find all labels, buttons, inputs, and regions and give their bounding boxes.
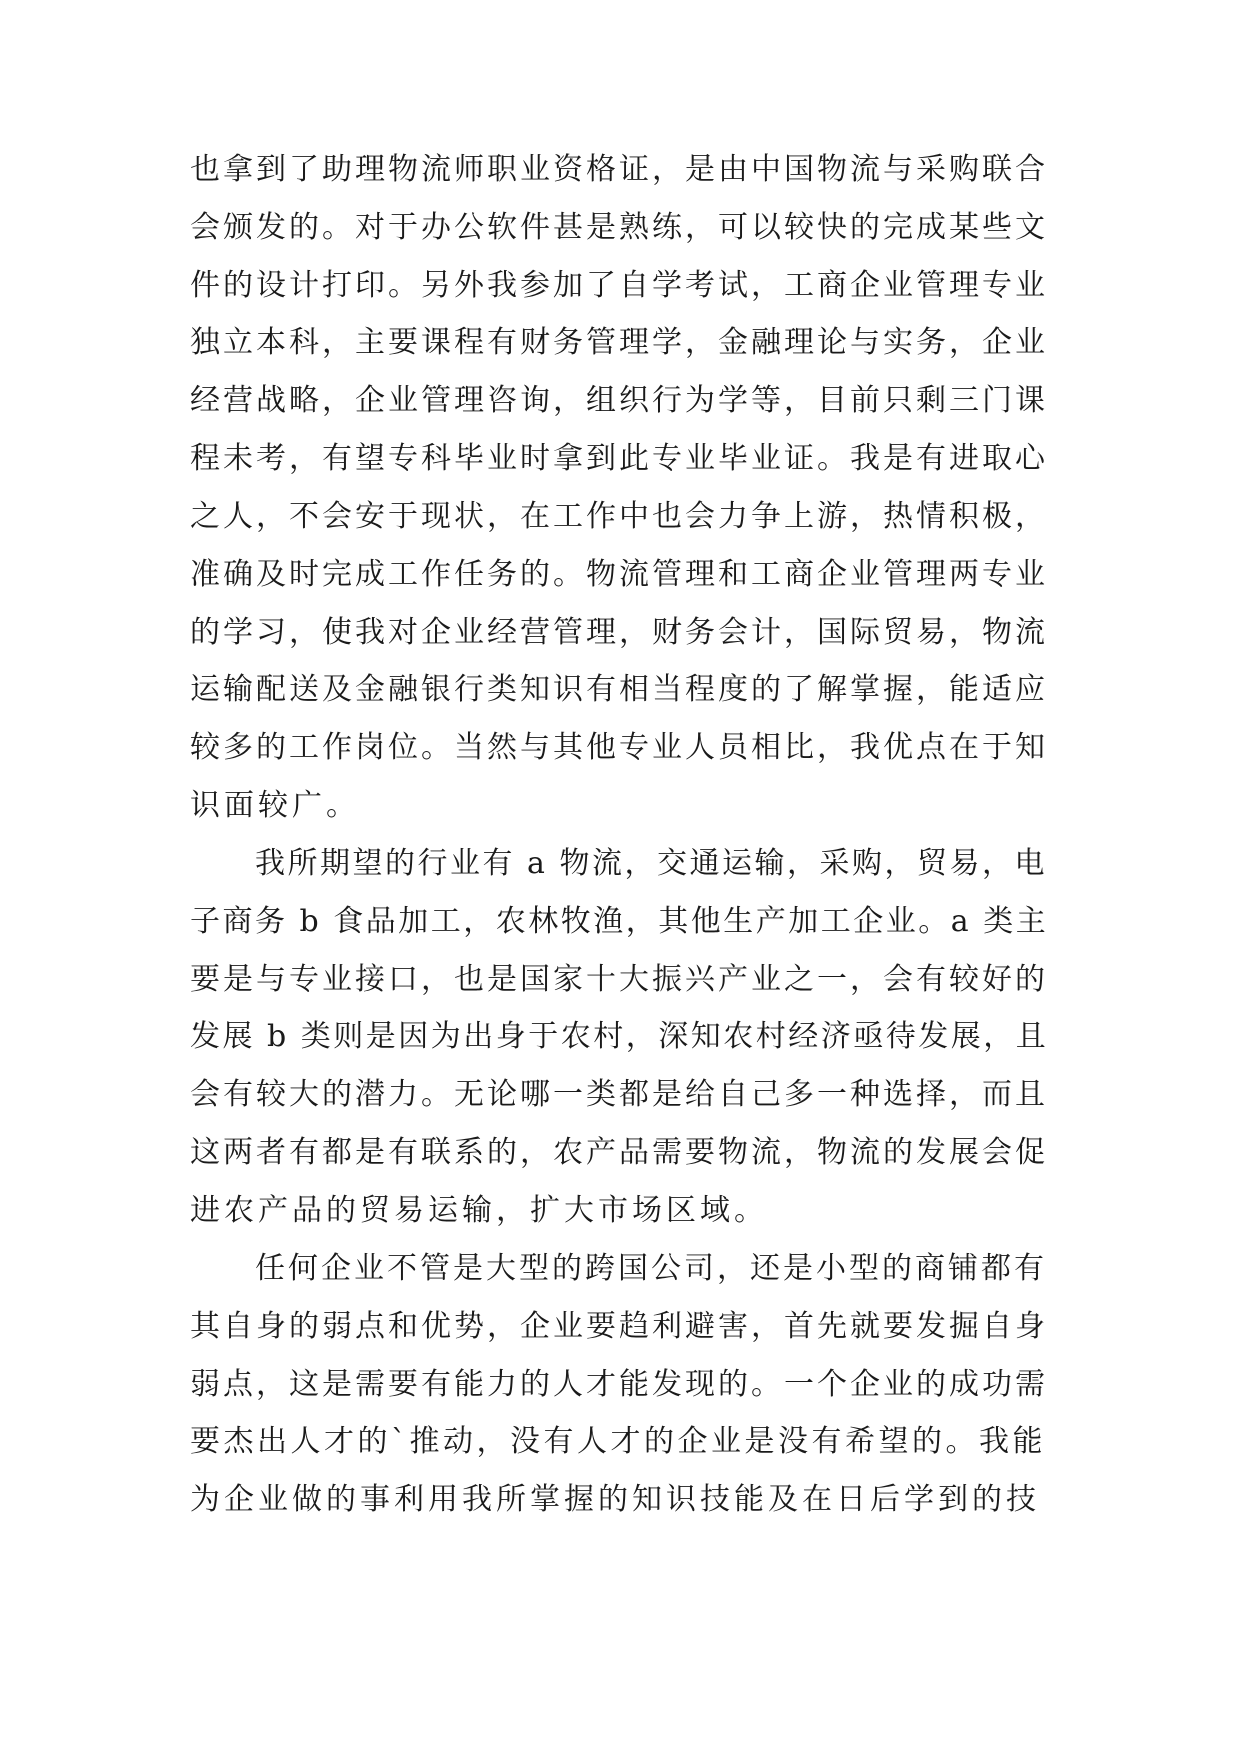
text-line: 进农产品的贸易运输，扩大市场区域。 xyxy=(190,1193,768,1228)
text-line: 子商务 b 食品加工，农林牧渔，其他生产加工企业。a 类主 xyxy=(190,904,1049,939)
text-line: 也拿到了助理物流师职业资格证，是由中国物流与采购联合 xyxy=(190,152,1048,187)
text-line: 之人，不会安于现状，在工作中也会力争上游，热情积极， xyxy=(190,499,1048,534)
text-line: 准确及时完成工作任务的。物流管理和工商企业管理两专业 xyxy=(190,557,1048,592)
text-line: 较多的工作岗位。当然与其他专业人员相比，我优点在于知 xyxy=(190,730,1048,765)
text-line: 件的设计打印。另外我参加了自学考试，工商企业管理专业 xyxy=(190,268,1048,303)
text-line: 经营战略，企业管理咨询，组织行为学等，目前只剩三门课 xyxy=(190,383,1048,418)
text-line: 这两者有都是有联系的，农产品需要物流，物流的发展会促 xyxy=(190,1135,1048,1170)
text-line: 其自身的弱点和优势，企业要趋利避害，首先就要发掘自身 xyxy=(190,1309,1048,1344)
text-line: 弱点，这是需要有能力的人才能发现的。一个企业的成功需 xyxy=(190,1367,1048,1402)
text-line: 要杰出人才的`推动，没有人才的企业是没有希望的。我能 xyxy=(190,1424,1046,1459)
text-line: 要是与专业接口，也是国家十大振兴产业之一，会有较好的 xyxy=(190,962,1048,997)
text-line: 我所期望的行业有 a 物流，交通运输，采购，贸易，电 xyxy=(255,846,1047,881)
text-line: 为企业做的事利用我所掌握的知识技能及在日后学到的技 xyxy=(190,1482,1040,1517)
text-line: 会颁发的。对于办公软件甚是熟练，可以较快的完成某些文 xyxy=(190,210,1048,245)
text-line: 独立本科，主要课程有财务管理学，金融理论与实务，企业 xyxy=(190,325,1048,360)
text-line: 会有较大的潜力。无论哪一类都是给自己多一种选择，而且 xyxy=(190,1077,1048,1112)
text-line: 运输配送及金融银行类知识有相当程度的了解掌握，能适应 xyxy=(190,672,1048,707)
text-line: 识面较广。 xyxy=(190,788,360,823)
text-line: 发展 b 类则是因为出身于农村，深知农村经济亟待发展，且 xyxy=(190,1019,1049,1054)
text-line: 程未考，有望专科毕业时拿到此专业毕业证。我是有进取心 xyxy=(190,441,1048,476)
text-line: 任何企业不管是大型的跨国公司，还是小型的商铺都有 xyxy=(255,1251,1047,1286)
text-line: 的学习，使我对企业经营管理，财务会计，国际贸易，物流 xyxy=(190,615,1048,650)
